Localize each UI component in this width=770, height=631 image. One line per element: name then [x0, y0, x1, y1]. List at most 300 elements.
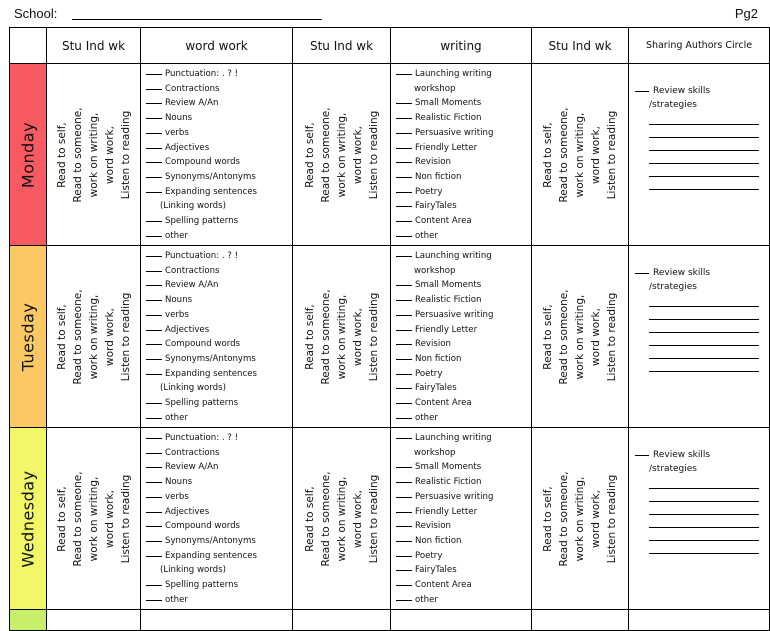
check-blank[interactable]	[146, 315, 162, 316]
sharing-cell	[629, 246, 770, 428]
writing-rule-line[interactable]	[649, 371, 759, 372]
check-blank[interactable]	[396, 177, 412, 178]
stu-activity-line: Read to someone,	[558, 470, 570, 567]
checklist-item	[146, 111, 292, 126]
checklist-item	[146, 578, 292, 593]
checklist-item-label: Launching writing	[415, 69, 492, 79]
check-blank[interactable]	[146, 403, 162, 404]
stu-activity-line: Read to someone,	[71, 288, 84, 385]
check-blank[interactable]	[396, 438, 412, 439]
checklist-item	[396, 505, 531, 520]
checklist-item	[396, 490, 531, 505]
checklist-item-label: Contractions	[165, 83, 220, 94]
stu-activity-line: Listen to reading	[367, 292, 380, 381]
checklist-item-label: Contractions	[165, 265, 220, 276]
checklist-item-label: Content Area	[415, 216, 472, 227]
word-work-list	[141, 428, 292, 607]
checklist-item	[396, 155, 531, 170]
checklist-item	[146, 593, 292, 608]
stu-activity-line: Read to someone,	[319, 106, 332, 203]
check-blank[interactable]	[146, 438, 162, 439]
next-row-cell	[293, 610, 391, 631]
check-blank[interactable]	[146, 467, 162, 468]
checklist-item-label: Nouns	[165, 477, 193, 488]
stu-ind-wk-cell	[47, 64, 141, 246]
checklist-item	[146, 249, 292, 264]
stu-activity-line: work on writing,	[574, 112, 586, 197]
stu-activity-line: Listen to reading	[119, 292, 132, 381]
sharing-content	[629, 246, 769, 294]
writing-rule-line[interactable]	[649, 553, 759, 554]
checklist-item-label: (Linking words)	[160, 565, 226, 576]
day-label: Tuesday	[18, 302, 38, 371]
check-blank[interactable]	[146, 89, 162, 90]
stu-activity-line: word work,	[351, 307, 364, 366]
checklist-item-label: Nouns	[165, 113, 193, 124]
checklist-item-label: Expanding sentences	[165, 186, 257, 197]
checklist-item-label: Compound words	[165, 157, 241, 168]
check-blank[interactable]	[146, 600, 162, 601]
check-blank[interactable]	[146, 221, 162, 222]
checklist-item-label: verbs	[165, 127, 189, 138]
stu-activity-line: Read to self,	[303, 303, 316, 370]
stu-activity-line: Read to self,	[542, 303, 554, 370]
check-blank[interactable]	[146, 374, 162, 375]
checklist-item	[146, 67, 292, 82]
checklist-item-label: Revision	[415, 157, 451, 168]
check-blank[interactable]	[396, 133, 412, 134]
check-blank[interactable]	[146, 526, 162, 527]
writing-rule-line[interactable]	[649, 332, 759, 333]
stu-activity-line: Listen to reading	[606, 292, 618, 381]
check-blank[interactable]	[146, 256, 162, 257]
checklist-item	[146, 337, 292, 352]
check-blank[interactable]	[396, 541, 412, 542]
stu-ind-wk-cell	[532, 246, 629, 428]
checklist-item	[396, 293, 531, 308]
check-blank[interactable]	[396, 74, 412, 75]
stu-activity-line: work on writing,	[574, 294, 586, 379]
checklist-item-label: Launching writing	[415, 251, 492, 261]
weekly-plan-table	[9, 27, 770, 631]
checklist-item	[396, 549, 531, 564]
stu-activity-line: Read to self,	[55, 485, 68, 552]
col-header-stu-ind-wk-3: Stu Ind wk	[532, 28, 629, 64]
check-blank[interactable]	[146, 418, 162, 419]
check-blank[interactable]	[635, 455, 649, 456]
writing-rule-line[interactable]	[649, 163, 759, 164]
stu-activity-line: Read to self,	[55, 303, 68, 370]
checklist-item	[396, 214, 531, 229]
checklist-item	[146, 229, 292, 244]
check-blank[interactable]	[396, 403, 412, 404]
checklist-item-label: Small Moments	[415, 280, 482, 291]
checklist-item-label: Poetry	[415, 550, 443, 561]
check-blank[interactable]	[396, 206, 412, 207]
sharing-label-2: /strategies	[649, 282, 697, 292]
sharing-line-1	[635, 448, 769, 462]
check-blank[interactable]	[396, 526, 412, 527]
checklist-item-label: Synonyms/Antonyms	[165, 535, 256, 546]
checklist-item	[146, 278, 292, 293]
checklist-item	[396, 111, 531, 126]
stu-ind-wk-cell	[532, 428, 629, 610]
checklist-item	[396, 229, 531, 244]
next-row-cell	[47, 610, 141, 631]
next-row-cell	[532, 610, 629, 631]
checklist-item	[146, 475, 292, 490]
checklist-item-label: Review A/An	[165, 280, 219, 291]
stu-activity-text	[540, 289, 620, 384]
word-work-list	[141, 246, 292, 425]
check-blank[interactable]	[396, 236, 412, 237]
checklist-item-label: Adjectives	[165, 324, 210, 335]
stu-ind-wk-cell	[293, 428, 391, 610]
check-blank[interactable]	[396, 570, 412, 571]
checklist-item	[146, 431, 292, 446]
checklist-item	[396, 534, 531, 549]
sharing-line-1	[635, 84, 769, 98]
checklist-item	[396, 141, 531, 156]
checklist-item-label: Poetry	[415, 186, 443, 197]
check-blank[interactable]	[396, 556, 412, 557]
checklist-item-label: Review A/An	[165, 462, 219, 473]
checklist-item	[396, 396, 531, 411]
stu-activity-line: word work,	[103, 125, 116, 184]
sharing-label-1: Review skills	[653, 268, 711, 278]
school-name-line[interactable]	[72, 19, 322, 20]
writing-rule-line[interactable]	[649, 319, 759, 320]
stu-activity-line: word work,	[351, 125, 364, 184]
check-blank[interactable]	[146, 482, 162, 483]
checklist-item-label: Compound words	[165, 521, 241, 532]
checklist-item	[396, 185, 531, 200]
checklist-item	[146, 460, 292, 475]
checklist-item-label: other	[415, 230, 438, 241]
stu-activity-line: Read to self,	[303, 121, 316, 188]
sharing-content	[629, 64, 769, 112]
check-blank[interactable]	[146, 271, 162, 272]
checklist-item-label: other	[165, 594, 188, 605]
check-blank[interactable]	[146, 118, 162, 119]
check-blank[interactable]	[396, 256, 412, 257]
checklist-item	[146, 199, 292, 214]
col-header-stu-ind-wk: Stu Ind wk	[47, 28, 141, 64]
stu-activity-line: word work,	[103, 489, 116, 548]
stu-activity-text	[54, 289, 134, 384]
checklist-item-label: Punctuation: . ? !	[165, 433, 239, 443]
check-blank[interactable]	[396, 344, 412, 345]
check-blank[interactable]	[396, 374, 412, 375]
writing-list	[391, 64, 531, 243]
checklist-item	[396, 411, 531, 426]
check-blank[interactable]	[635, 273, 649, 274]
checklist-item	[146, 549, 292, 564]
stu-ind-wk-cell	[293, 246, 391, 428]
stu-activity-text	[54, 107, 134, 202]
checklist-item-label: Friendly Letter	[415, 324, 478, 335]
stu-ind-wk-cell	[532, 64, 629, 246]
check-blank[interactable]	[146, 497, 162, 498]
check-blank[interactable]	[635, 91, 649, 92]
checklist-item-label: workshop	[414, 265, 456, 276]
checklist-item-label: Launching writing	[415, 433, 492, 443]
check-blank[interactable]	[396, 585, 412, 586]
checklist-item	[396, 337, 531, 352]
writing-rule-line[interactable]	[649, 137, 759, 138]
check-blank[interactable]	[146, 512, 162, 513]
checklist-item-label: Non fiction	[415, 535, 462, 546]
checklist-item-label: Nouns	[165, 295, 193, 306]
stu-activity-line: Read to someone,	[71, 106, 84, 203]
writing-rule-line[interactable]	[649, 527, 759, 528]
stu-activity-line: Listen to reading	[606, 110, 618, 199]
check-blank[interactable]	[396, 497, 412, 498]
writing-rule-line[interactable]	[649, 189, 759, 190]
check-blank[interactable]	[146, 330, 162, 331]
checklist-item	[396, 323, 531, 338]
checklist-item-label: Revision	[415, 339, 451, 350]
checklist-item	[396, 264, 531, 279]
check-blank[interactable]	[146, 148, 162, 149]
checklist-item-label: FairyTales	[415, 565, 457, 576]
check-blank[interactable]	[146, 541, 162, 542]
checklist-item-label: Punctuation: . ? !	[165, 69, 239, 79]
check-blank[interactable]	[396, 512, 412, 513]
stu-activity-line: word work,	[590, 125, 602, 184]
checklist-item	[146, 563, 292, 578]
checklist-item	[146, 519, 292, 534]
sharing-label-2: /strategies	[649, 464, 697, 474]
checklist-item-label: verbs	[165, 309, 189, 320]
checklist-item-label: other	[415, 412, 438, 423]
stu-activity-line: Read to someone,	[558, 106, 570, 203]
checklist-item	[396, 249, 531, 264]
checklist-item	[396, 199, 531, 214]
checklist-item	[146, 293, 292, 308]
col-header-writing: writing	[391, 28, 532, 64]
writing-rule-line[interactable]	[649, 540, 759, 541]
checklist-item	[146, 446, 292, 461]
checklist-item	[396, 460, 531, 475]
checklist-item-label: (Linking words)	[160, 201, 226, 212]
stu-activity-line: Read to self,	[542, 121, 554, 188]
check-blank[interactable]	[396, 388, 412, 389]
writing-rule-line[interactable]	[649, 501, 759, 502]
checklist-item-label: Realistic Fiction	[415, 113, 482, 124]
checklist-item-label: Non fiction	[415, 171, 462, 182]
checklist-item-label: Non fiction	[415, 353, 462, 364]
checklist-item	[146, 155, 292, 170]
col-header-stu-ind-wk-2: Stu Ind wk	[293, 28, 391, 64]
stu-activity-line: work on writing,	[335, 294, 348, 379]
writing-rule-line[interactable]	[649, 358, 759, 359]
check-blank[interactable]	[146, 359, 162, 360]
table-body	[10, 64, 770, 631]
checklist-item	[146, 170, 292, 185]
writing-cell	[391, 64, 532, 246]
checklist-item-label: Punctuation: . ? !	[165, 251, 239, 261]
check-blank[interactable]	[396, 330, 412, 331]
checklist-item-label: other	[165, 412, 188, 423]
check-blank[interactable]	[146, 300, 162, 301]
stu-activity-line: Read to self,	[303, 485, 316, 552]
checklist-item	[146, 264, 292, 279]
checklist-item	[146, 141, 292, 156]
writing-rule-line[interactable]	[649, 124, 759, 125]
checklist-item-label: Expanding sentences	[165, 368, 257, 379]
stu-activity-line: Read to someone,	[71, 470, 84, 567]
writing-rule-line[interactable]	[649, 488, 759, 489]
checklist-item-label: Friendly Letter	[415, 142, 478, 153]
day-row	[10, 246, 770, 428]
check-blank[interactable]	[146, 103, 162, 104]
checklist-item	[396, 170, 531, 185]
writing-rule-line[interactable]	[649, 150, 759, 151]
checklist-item	[396, 578, 531, 593]
stu-activity-line: Read to someone,	[319, 288, 332, 385]
stu-activity-line: work on writing,	[335, 112, 348, 197]
stu-activity-text	[302, 471, 382, 566]
stu-activity-line: work on writing,	[335, 476, 348, 561]
checklist-item	[146, 214, 292, 229]
checklist-item-label: (Linking words)	[160, 383, 226, 394]
col-header-sharing: Sharing Authors Circle	[629, 28, 770, 64]
checklist-item	[396, 381, 531, 396]
check-blank[interactable]	[146, 344, 162, 345]
check-blank[interactable]	[146, 585, 162, 586]
writing-cell	[391, 246, 532, 428]
day-label: Wednesday	[18, 469, 38, 568]
check-blank[interactable]	[146, 453, 162, 454]
checklist-item-label: Contractions	[165, 447, 220, 458]
next-day-cell	[10, 610, 47, 631]
sharing-label-1: Review skills	[653, 450, 711, 460]
checklist-item-label: Friendly Letter	[415, 506, 478, 517]
stu-activity-line: Listen to reading	[367, 474, 380, 563]
check-blank[interactable]	[396, 467, 412, 468]
checklist-item	[396, 475, 531, 490]
checklist-item-label: Content Area	[415, 398, 472, 409]
checklist-item-label: other	[415, 594, 438, 605]
school-label: School:	[14, 6, 58, 21]
sharing-label-2: /strategies	[649, 100, 697, 110]
stu-activity-line: Listen to reading	[367, 110, 380, 199]
checklist-item	[396, 96, 531, 111]
word-work-list	[141, 64, 292, 243]
check-blank[interactable]	[396, 300, 412, 301]
writing-rule-line[interactable]	[649, 514, 759, 515]
checklist-item-label: Synonyms/Antonyms	[165, 171, 256, 182]
checklist-item	[146, 126, 292, 141]
checklist-item-label: Poetry	[415, 368, 443, 379]
check-blank[interactable]	[146, 285, 162, 286]
check-blank[interactable]	[146, 177, 162, 178]
checklist-item-label: Spelling patterns	[165, 398, 239, 409]
stu-activity-line: work on writing,	[87, 294, 100, 379]
checklist-item	[146, 323, 292, 338]
check-blank[interactable]	[146, 192, 162, 193]
checklist-item	[146, 96, 292, 111]
stu-ind-wk-cell	[47, 246, 141, 428]
day-cell	[10, 64, 47, 246]
check-blank[interactable]	[396, 103, 412, 104]
stu-activity-line: work on writing,	[574, 476, 586, 561]
check-blank[interactable]	[396, 418, 412, 419]
checklist-item	[396, 82, 531, 97]
stu-activity-text	[302, 107, 382, 202]
check-blank[interactable]	[396, 118, 412, 119]
check-blank[interactable]	[396, 285, 412, 286]
stu-activity-line: work on writing,	[87, 476, 100, 561]
check-blank[interactable]	[396, 148, 412, 149]
check-blank[interactable]	[396, 162, 412, 163]
stu-activity-line: Read to self,	[55, 121, 68, 188]
check-blank[interactable]	[146, 556, 162, 557]
writing-cell	[391, 428, 532, 610]
checklist-item-label: Persuasive writing	[415, 491, 494, 502]
check-blank[interactable]	[396, 482, 412, 483]
day-row	[10, 64, 770, 246]
stu-activity-text	[540, 471, 620, 566]
checklist-item-label: Persuasive writing	[415, 309, 494, 320]
checklist-item	[396, 352, 531, 367]
checklist-item-label: Adjectives	[165, 506, 210, 517]
check-blank[interactable]	[396, 221, 412, 222]
checklist-item	[146, 381, 292, 396]
word-work-cell	[141, 64, 293, 246]
check-blank[interactable]	[146, 74, 162, 75]
stu-activity-text	[54, 471, 134, 566]
check-blank[interactable]	[396, 192, 412, 193]
checklist-item	[396, 446, 531, 461]
stu-activity-line: Read to someone,	[319, 470, 332, 567]
checklist-item	[146, 352, 292, 367]
checklist-item	[396, 126, 531, 141]
check-blank[interactable]	[396, 315, 412, 316]
checklist-item-label: Adjectives	[165, 142, 210, 153]
sharing-cell	[629, 428, 770, 610]
check-blank[interactable]	[396, 600, 412, 601]
checklist-item-label: FairyTales	[415, 383, 457, 394]
writing-rule-line[interactable]	[649, 176, 759, 177]
checklist-item-label: verbs	[165, 491, 189, 502]
check-blank[interactable]	[396, 359, 412, 360]
checklist-item	[146, 534, 292, 549]
check-blank[interactable]	[146, 236, 162, 237]
checklist-item	[146, 367, 292, 382]
sharing-content	[629, 428, 769, 476]
corner-cell	[10, 28, 47, 64]
stu-activity-line: Read to self,	[542, 485, 554, 552]
check-blank[interactable]	[146, 162, 162, 163]
checklist-item-label: Expanding sentences	[165, 550, 257, 561]
check-blank[interactable]	[146, 133, 162, 134]
next-row-cell	[629, 610, 770, 631]
checklist-item	[146, 82, 292, 97]
checklist-item	[146, 411, 292, 426]
writing-rule-line[interactable]	[649, 345, 759, 346]
stu-activity-text	[540, 107, 620, 202]
checklist-item	[396, 519, 531, 534]
stu-activity-line: word work,	[103, 307, 116, 366]
checklist-item-label: Realistic Fiction	[415, 295, 482, 306]
checklist-item-label: Compound words	[165, 339, 241, 350]
writing-rule-line[interactable]	[649, 306, 759, 307]
word-work-cell	[141, 428, 293, 610]
checklist-item	[146, 490, 292, 505]
checklist-item	[396, 431, 531, 446]
